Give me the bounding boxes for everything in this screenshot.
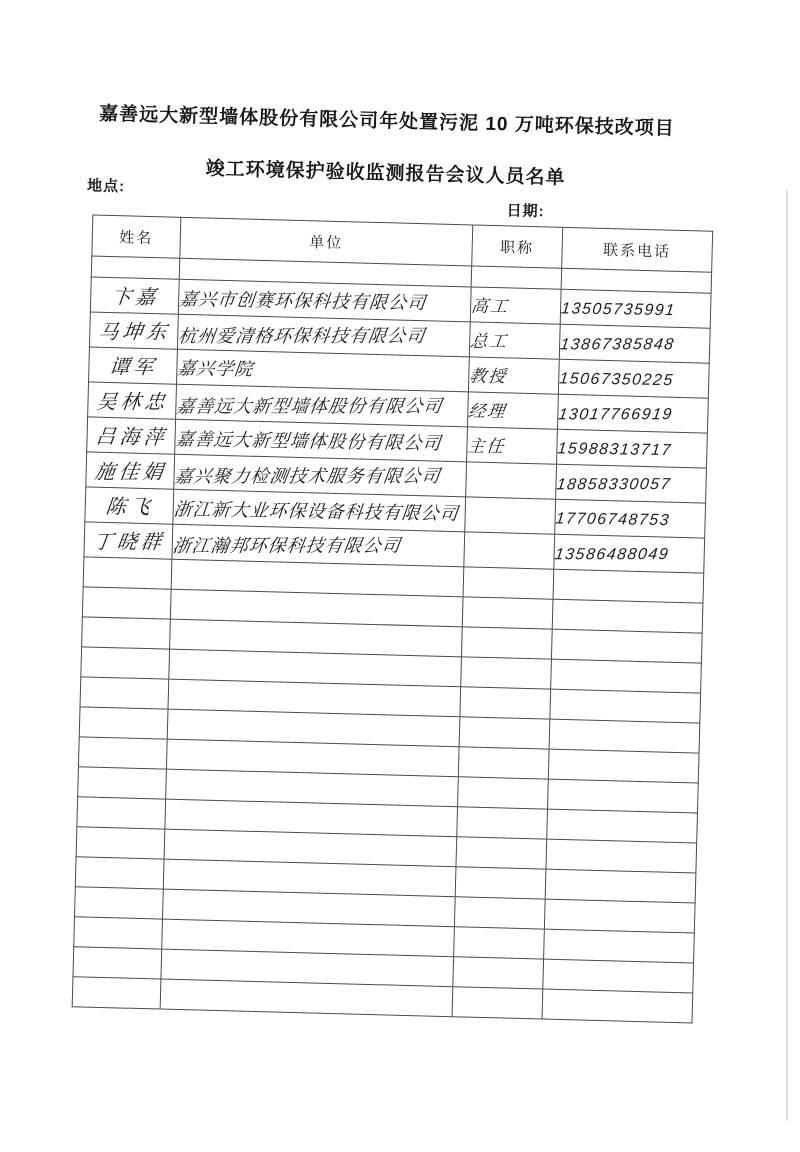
handwritten-phone: 13586488049: [553, 546, 671, 564]
phone-cell: [550, 689, 701, 723]
title-cell: [471, 266, 562, 289]
handwritten-unit: 嘉善远大新型墙体股份有限公司: [174, 429, 443, 454]
name-cell: [82, 617, 171, 649]
title-cell: [455, 867, 546, 899]
phone-cell: [544, 929, 695, 963]
handwritten-name: 陈飞: [104, 495, 155, 519]
phone-cell: [553, 569, 704, 603]
handwritten-unit: 嘉兴学院: [176, 358, 255, 380]
phone-cell: [543, 959, 694, 993]
title-cell: [470, 287, 561, 324]
handwritten-unit: 嘉兴聚力检测技术服务有限公司: [173, 465, 443, 487]
handwritten-phone: 13867385848: [559, 336, 676, 354]
title-cell: [456, 837, 547, 869]
title-cell: [452, 987, 543, 1019]
phone-cell: [546, 839, 697, 873]
handwritten-phone: 13505735991: [560, 300, 677, 320]
phone-cell: [555, 499, 706, 538]
name-cell: [78, 737, 167, 769]
header-phone: 联系电话: [562, 227, 713, 272]
name-cell: [78, 767, 167, 799]
handwritten-unit: 杭州爱清格环保科技有限公司: [176, 325, 427, 347]
phone-cell: [551, 629, 702, 663]
name-cell: [89, 312, 178, 349]
title-cell: [462, 597, 553, 629]
title-cell: [468, 357, 559, 394]
handwritten-title: 总工: [468, 331, 510, 351]
phone-cell: [557, 394, 708, 433]
name-cell: [73, 947, 162, 979]
name-cell: [83, 557, 172, 589]
handwritten-name: 丁晓群: [90, 530, 166, 554]
phone-cell: [557, 429, 708, 468]
handwritten-name: 谭军: [107, 355, 159, 379]
phone-cell: [551, 659, 702, 693]
title-cell: [458, 777, 549, 809]
handwritten-unit: 浙江新大业环保设备科技有限公司: [172, 499, 460, 524]
name-cell: [82, 587, 171, 619]
handwritten-phone: 17706748753: [554, 510, 671, 530]
attendee-table: [72, 214, 714, 1023]
name-cell: [90, 277, 179, 314]
phone-cell: [544, 899, 695, 933]
name-cell: [84, 522, 173, 559]
date-label: 日期:: [506, 202, 545, 221]
title-cell: [469, 322, 560, 359]
title-cell: [465, 497, 556, 534]
name-cell: [72, 977, 161, 1009]
name-cell: [80, 677, 169, 709]
title-cell: [461, 657, 552, 689]
name-cell: [75, 857, 164, 889]
document-title-line-1: 嘉善远大新型墙体股份有限公司年处置污泥 10 万吨环保技改项目: [98, 103, 675, 140]
handwritten-name: 吕海萍: [93, 425, 169, 449]
name-cell: [88, 382, 177, 419]
phone-cell: [559, 324, 710, 363]
name-cell: [89, 347, 178, 384]
name-cell: [76, 827, 165, 859]
name-cell: [87, 417, 176, 454]
handwritten-name: 卞嘉: [109, 285, 160, 309]
name-cell: [85, 487, 174, 524]
name-cell: [74, 917, 163, 949]
title-cell: [464, 532, 555, 569]
name-cell: [77, 797, 166, 829]
phone-cell: [545, 869, 696, 903]
title-cell: [454, 897, 545, 929]
unit-cell: [160, 979, 453, 1017]
location-label: 地点:: [86, 177, 126, 196]
handwritten-title: 主任: [466, 436, 507, 456]
title-cell: [466, 462, 557, 499]
document-title-line-2: 竣工环境保护验收监测报告会议人员名单: [205, 158, 566, 189]
handwritten-title: 教授: [468, 366, 509, 386]
phone-cell: [556, 464, 707, 503]
phone-cell: [547, 809, 698, 843]
phone-cell: [542, 989, 693, 1023]
handwritten-phone: 15988313717: [556, 440, 673, 460]
phone-cell: [548, 779, 699, 813]
name-cell: [86, 452, 175, 489]
handwritten-title: 经理: [467, 401, 508, 421]
name-cell: [79, 707, 168, 739]
header-title: 职称: [472, 225, 563, 268]
handwritten-phone: 18858330057: [555, 476, 673, 494]
handwritten-phone: 15067350225: [558, 370, 675, 390]
handwritten-unit: 嘉善远大新型墙体股份有限公司: [175, 396, 444, 417]
handwritten-name: 马坤东: [96, 321, 172, 344]
handwritten-phone: 13017766919: [557, 406, 674, 424]
title-cell: [459, 717, 550, 749]
title-cell: [458, 747, 549, 779]
phone-cell: [552, 599, 703, 633]
title-cell: [463, 567, 554, 599]
scan-edge-artifact: [786, 190, 788, 1121]
name-cell: [75, 887, 164, 919]
name-cell: [81, 647, 170, 679]
title-cell: [453, 957, 544, 989]
phone-cell: [558, 359, 709, 398]
header-name: 姓名: [92, 215, 181, 258]
header-unit: 单位: [180, 217, 473, 266]
phone-cell: [548, 749, 699, 783]
handwritten-name: 吴林忠: [94, 391, 170, 414]
title-cell: [461, 627, 552, 659]
table-body: [72, 256, 711, 1023]
title-cell: [467, 392, 558, 429]
title-cell: [460, 687, 551, 719]
handwritten-unit: 浙江瀚邦环保科技有限公司: [171, 535, 403, 556]
handwritten-name: 施佳娟: [92, 461, 168, 484]
title-cell: [454, 927, 545, 959]
title-cell: [467, 427, 558, 464]
name-cell: [91, 256, 180, 279]
phone-cell: [554, 534, 705, 573]
phone-cell: [560, 289, 711, 328]
phone-cell: [549, 719, 700, 753]
title-cell: [457, 807, 548, 839]
handwritten-unit: 嘉兴市创赛环保科技有限公司: [178, 289, 428, 313]
handwritten-title: 高工: [470, 296, 511, 316]
